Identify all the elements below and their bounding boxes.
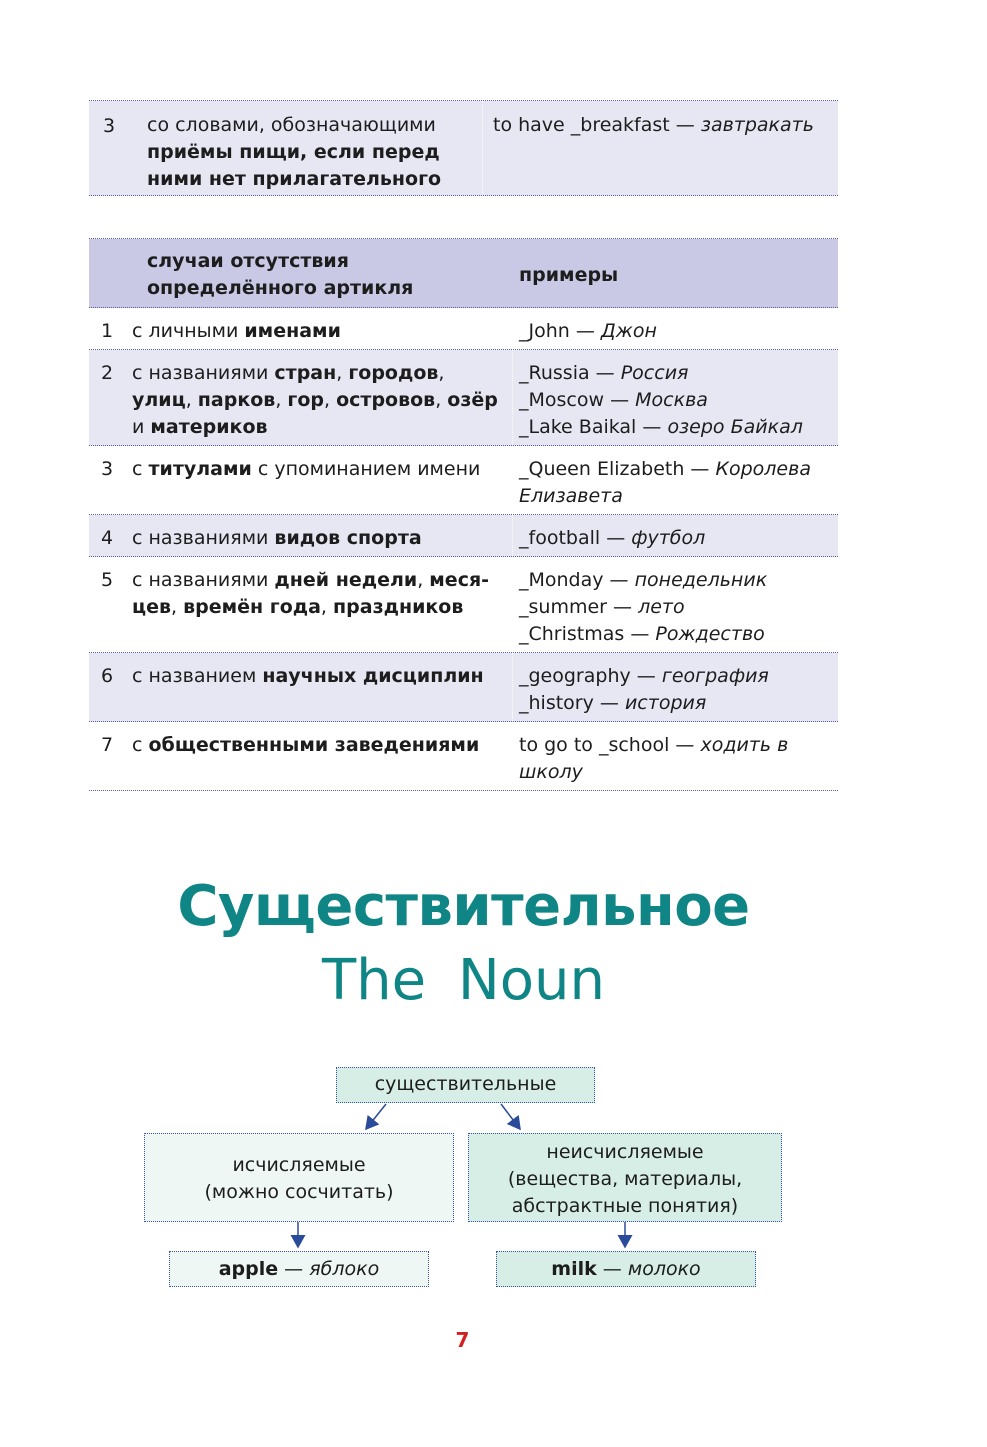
row-number: 6	[101, 665, 114, 687]
row-description: с личными именами	[132, 320, 341, 342]
section-title-ru: Существительное	[177, 874, 750, 939]
row-description: со словами, обозначающими приёмы пищи, если перед ними нет прилагательного	[147, 114, 442, 190]
example-line: _John — Джон	[519, 320, 657, 342]
example-line: _football — футбол	[519, 527, 706, 549]
example-line: _history — история	[519, 692, 707, 714]
row-number: 4	[101, 527, 114, 549]
example-line: _Christmas — Рождество	[519, 623, 765, 645]
row-number: 5	[101, 569, 114, 591]
row-description: с названием научных дисциплин	[132, 665, 484, 687]
row-description: с названиями дней недели, меся-цев, времён года, праздников	[132, 569, 490, 618]
arrow-root-to-uncountable	[501, 1104, 520, 1129]
example-line: _Moscow — Москва	[519, 389, 708, 411]
countable-example-box: apple — яблоко	[169, 1251, 429, 1287]
root-box: существительные	[336, 1067, 595, 1103]
row-description: с названиями стран, городов, улиц, парков, гор, островов, озёр и материков	[132, 362, 498, 438]
row-number: 3	[103, 115, 116, 137]
example-line: _Queen Elizabeth — Королева Елизавета	[519, 458, 811, 507]
example-line: _Lake Baikal — озеро Байкал	[519, 416, 803, 438]
section-title-en: The Noun	[321, 948, 606, 1013]
uncountable-example-box: milk — молоко	[496, 1251, 756, 1287]
row-example: to have _breakfast — завтракать	[493, 114, 814, 136]
row-number: 7	[101, 734, 114, 756]
row-number: 3	[101, 458, 114, 480]
example-line: _Monday — понедельник	[519, 569, 768, 591]
header-examples: примеры	[519, 264, 619, 286]
row-number: 1	[101, 320, 114, 342]
example-line: _summer — лето	[519, 596, 685, 618]
header-cases: случаи отсутствия определённого артикля	[147, 250, 414, 299]
row-number: 2	[101, 362, 114, 384]
page-number: 7	[455, 1328, 470, 1352]
example-line: to go to _school — ходить в школу	[519, 734, 789, 783]
example-line: _geography — география	[519, 665, 769, 687]
row-description: с названиями видов спорта	[132, 527, 422, 549]
uncountable-box: неисчисляемые (вещества, материалы, абстрактные понятия)	[468, 1133, 782, 1222]
row-description: с общественными заведениями	[132, 734, 480, 756]
arrow-root-to-countable	[366, 1104, 386, 1129]
example-line: _Russia — Россия	[519, 362, 689, 384]
countable-box: исчисляемые (можно сосчитать)	[144, 1133, 454, 1222]
row-description: с титулами с упоминанием имени	[132, 458, 481, 480]
